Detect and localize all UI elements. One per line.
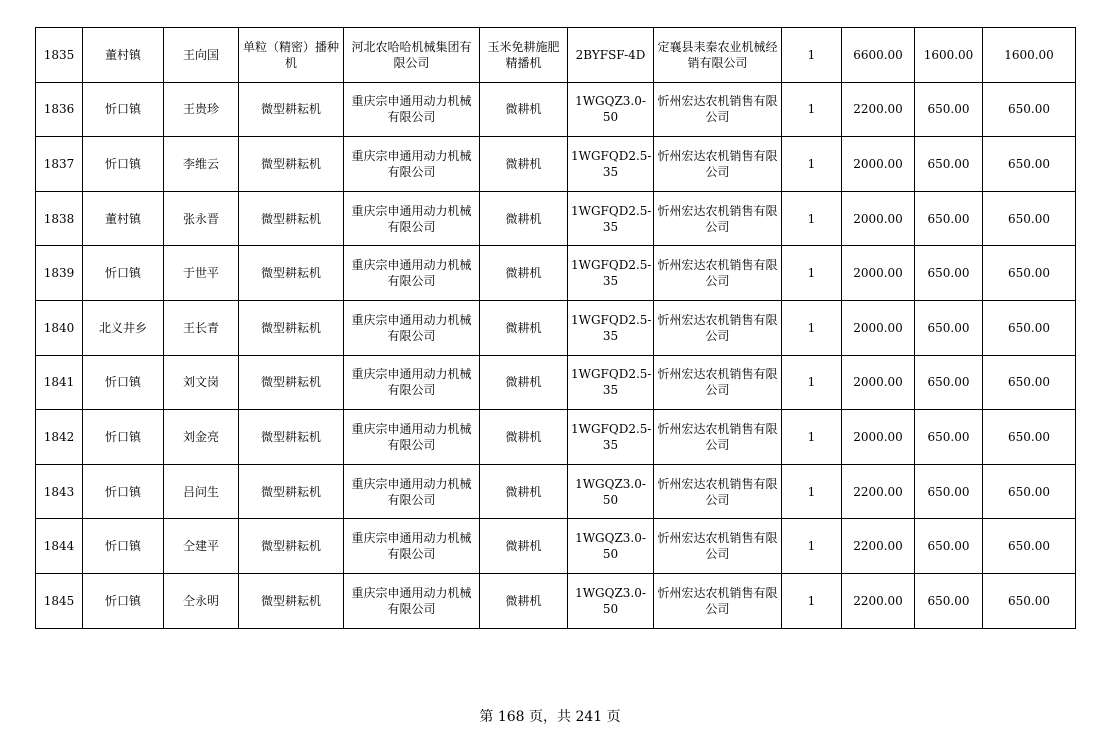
- subsidy-table: [35, 27, 1076, 629]
- cell-unit-subsidy: 650.00: [915, 464, 983, 519]
- cell-total-subsidy: 1600.00: [983, 28, 1076, 83]
- cell-quantity: 1: [782, 573, 842, 628]
- cell-model: 1WGFQD2.5-35: [568, 355, 654, 410]
- cell-dealer: 忻州宏达农机销售有限公司: [654, 300, 782, 355]
- cell-unit-subsidy: 650.00: [915, 300, 983, 355]
- cell-manufacturer: 重庆宗申通用动力机械有限公司: [344, 519, 480, 574]
- cell-machine-category: 微型耕耘机: [239, 82, 344, 137]
- table-row: [36, 410, 1076, 465]
- cell-township: 忻口镇: [83, 573, 164, 628]
- cell-buyer-name: 吕问生: [164, 464, 239, 519]
- cell-unit-subsidy: 650.00: [915, 573, 983, 628]
- cell-serial-number: 1840: [36, 300, 83, 355]
- cell-model: 2BYFSF-4D: [568, 28, 654, 83]
- cell-dealer: 忻州宏达农机销售有限公司: [654, 355, 782, 410]
- cell-machine-category: 微型耕耘机: [239, 519, 344, 574]
- cell-buyer-name: 仝建平: [164, 519, 239, 574]
- cell-product-name: 微耕机: [480, 137, 568, 192]
- cell-unit-subsidy: 650.00: [915, 246, 983, 301]
- cell-dealer: 忻州宏达农机销售有限公司: [654, 191, 782, 246]
- cell-township: 北义井乡: [83, 300, 164, 355]
- cell-dealer: 忻州宏达农机销售有限公司: [654, 464, 782, 519]
- cell-township: 忻口镇: [83, 355, 164, 410]
- cell-buyer-name: 张永晋: [164, 191, 239, 246]
- table-row: [36, 300, 1076, 355]
- cell-unit-subsidy: 650.00: [915, 410, 983, 465]
- cell-total-subsidy: 650.00: [983, 191, 1076, 246]
- cell-sale-price: 2000.00: [842, 410, 915, 465]
- table-row: [36, 246, 1076, 301]
- cell-total-subsidy: 650.00: [983, 246, 1076, 301]
- cell-total-subsidy: 650.00: [983, 82, 1076, 137]
- cell-buyer-name: 刘金亮: [164, 410, 239, 465]
- cell-machine-category: 微型耕耘机: [239, 300, 344, 355]
- cell-dealer: 忻州宏达农机销售有限公司: [654, 137, 782, 192]
- cell-model: 1WGQZ3.0-50: [568, 464, 654, 519]
- cell-township: 忻口镇: [83, 246, 164, 301]
- cell-model: 1WGFQD2.5-35: [568, 137, 654, 192]
- cell-buyer-name: 李维云: [164, 137, 239, 192]
- cell-quantity: 1: [782, 410, 842, 465]
- cell-manufacturer: 重庆宗申通用动力机械有限公司: [344, 573, 480, 628]
- cell-township: 董村镇: [83, 191, 164, 246]
- cell-model: 1WGQZ3.0-50: [568, 82, 654, 137]
- cell-township: 忻口镇: [83, 137, 164, 192]
- cell-township: 忻口镇: [83, 82, 164, 137]
- cell-product-name: 微耕机: [480, 464, 568, 519]
- cell-serial-number: 1841: [36, 355, 83, 410]
- cell-manufacturer: 重庆宗申通用动力机械有限公司: [344, 355, 480, 410]
- cell-serial-number: 1839: [36, 246, 83, 301]
- cell-township: 董村镇: [83, 28, 164, 83]
- table-row: [36, 137, 1076, 192]
- cell-quantity: 1: [782, 82, 842, 137]
- cell-unit-subsidy: 650.00: [915, 82, 983, 137]
- cell-sale-price: 2000.00: [842, 246, 915, 301]
- cell-manufacturer: 重庆宗申通用动力机械有限公司: [344, 464, 480, 519]
- cell-sale-price: 2200.00: [842, 82, 915, 137]
- table-row: [36, 82, 1076, 137]
- cell-machine-category: 微型耕耘机: [239, 191, 344, 246]
- cell-quantity: 1: [782, 28, 842, 83]
- cell-manufacturer: 重庆宗申通用动力机械有限公司: [344, 410, 480, 465]
- cell-unit-subsidy: 650.00: [915, 355, 983, 410]
- cell-unit-subsidy: 650.00: [915, 519, 983, 574]
- cell-unit-subsidy: 1600.00: [915, 28, 983, 83]
- cell-product-name: 微耕机: [480, 355, 568, 410]
- cell-machine-category: 微型耕耘机: [239, 246, 344, 301]
- cell-model: 1WGQZ3.0-50: [568, 573, 654, 628]
- cell-total-subsidy: 650.00: [983, 464, 1076, 519]
- cell-serial-number: 1836: [36, 82, 83, 137]
- cell-machine-category: 单粒（精密）播种机: [239, 28, 344, 83]
- page-footer: 第 168 页，共 241 页: [479, 709, 621, 725]
- cell-model: 1WGFQD2.5-35: [568, 410, 654, 465]
- cell-manufacturer: 河北农哈哈机械集团有限公司: [344, 28, 480, 83]
- cell-manufacturer: 重庆宗申通用动力机械有限公司: [344, 82, 480, 137]
- cell-quantity: 1: [782, 464, 842, 519]
- cell-manufacturer: 重庆宗申通用动力机械有限公司: [344, 300, 480, 355]
- cell-sale-price: 2000.00: [842, 300, 915, 355]
- cell-quantity: 1: [782, 300, 842, 355]
- cell-product-name: 微耕机: [480, 191, 568, 246]
- cell-total-subsidy: 650.00: [983, 137, 1076, 192]
- table-row: [36, 28, 1076, 83]
- cell-model: 1WGFQD2.5-35: [568, 191, 654, 246]
- cell-serial-number: 1842: [36, 410, 83, 465]
- table-row: [36, 573, 1076, 628]
- cell-unit-subsidy: 650.00: [915, 191, 983, 246]
- cell-machine-category: 微型耕耘机: [239, 355, 344, 410]
- cell-sale-price: 2200.00: [842, 464, 915, 519]
- cell-quantity: 1: [782, 137, 842, 192]
- cell-buyer-name: 刘文岗: [164, 355, 239, 410]
- cell-dealer: 忻州宏达农机销售有限公司: [654, 82, 782, 137]
- cell-buyer-name: 王长青: [164, 300, 239, 355]
- cell-model: 1WGFQD2.5-35: [568, 246, 654, 301]
- cell-product-name: 微耕机: [480, 82, 568, 137]
- cell-model: 1WGQZ3.0-50: [568, 519, 654, 574]
- cell-sale-price: 2200.00: [842, 573, 915, 628]
- table-row: [36, 355, 1076, 410]
- cell-manufacturer: 重庆宗申通用动力机械有限公司: [344, 246, 480, 301]
- cell-serial-number: 1843: [36, 464, 83, 519]
- cell-dealer: 忻州宏达农机销售有限公司: [654, 246, 782, 301]
- cell-sale-price: 2000.00: [842, 191, 915, 246]
- cell-serial-number: 1837: [36, 137, 83, 192]
- table-row: [36, 519, 1076, 574]
- cell-product-name: 玉米免耕施肥精播机: [480, 28, 568, 83]
- cell-total-subsidy: 650.00: [983, 573, 1076, 628]
- cell-total-subsidy: 650.00: [983, 300, 1076, 355]
- table-row: [36, 464, 1076, 519]
- cell-serial-number: 1844: [36, 519, 83, 574]
- cell-model: 1WGFQD2.5-35: [568, 300, 654, 355]
- cell-sale-price: 2000.00: [842, 355, 915, 410]
- cell-buyer-name: 王贵珍: [164, 82, 239, 137]
- cell-manufacturer: 重庆宗申通用动力机械有限公司: [344, 137, 480, 192]
- table-body: [36, 28, 1076, 629]
- cell-product-name: 微耕机: [480, 573, 568, 628]
- cell-product-name: 微耕机: [480, 246, 568, 301]
- cell-serial-number: 1838: [36, 191, 83, 246]
- cell-dealer: 忻州宏达农机销售有限公司: [654, 519, 782, 574]
- cell-township: 忻口镇: [83, 464, 164, 519]
- cell-manufacturer: 重庆宗申通用动力机械有限公司: [344, 191, 480, 246]
- cell-product-name: 微耕机: [480, 519, 568, 574]
- cell-machine-category: 微型耕耘机: [239, 137, 344, 192]
- cell-machine-category: 微型耕耘机: [239, 573, 344, 628]
- cell-sale-price: 2000.00: [842, 137, 915, 192]
- cell-serial-number: 1845: [36, 573, 83, 628]
- cell-sale-price: 2200.00: [842, 519, 915, 574]
- cell-machine-category: 微型耕耘机: [239, 410, 344, 465]
- cell-total-subsidy: 650.00: [983, 410, 1076, 465]
- cell-machine-category: 微型耕耘机: [239, 464, 344, 519]
- cell-buyer-name: 王向国: [164, 28, 239, 83]
- cell-dealer: 忻州宏达农机销售有限公司: [654, 410, 782, 465]
- cell-quantity: 1: [782, 355, 842, 410]
- cell-product-name: 微耕机: [480, 410, 568, 465]
- cell-sale-price: 6600.00: [842, 28, 915, 83]
- cell-serial-number: 1835: [36, 28, 83, 83]
- cell-township: 忻口镇: [83, 519, 164, 574]
- cell-quantity: 1: [782, 191, 842, 246]
- table-row: [36, 191, 1076, 246]
- cell-dealer: 忻州宏达农机销售有限公司: [654, 573, 782, 628]
- cell-dealer: 定襄县耒秦农业机械经销有限公司: [654, 28, 782, 83]
- cell-quantity: 1: [782, 246, 842, 301]
- cell-township: 忻口镇: [83, 410, 164, 465]
- cell-unit-subsidy: 650.00: [915, 137, 983, 192]
- cell-product-name: 微耕机: [480, 300, 568, 355]
- cell-buyer-name: 仝永明: [164, 573, 239, 628]
- cell-quantity: 1: [782, 519, 842, 574]
- cell-total-subsidy: 650.00: [983, 519, 1076, 574]
- cell-buyer-name: 于世平: [164, 246, 239, 301]
- cell-total-subsidy: 650.00: [983, 355, 1076, 410]
